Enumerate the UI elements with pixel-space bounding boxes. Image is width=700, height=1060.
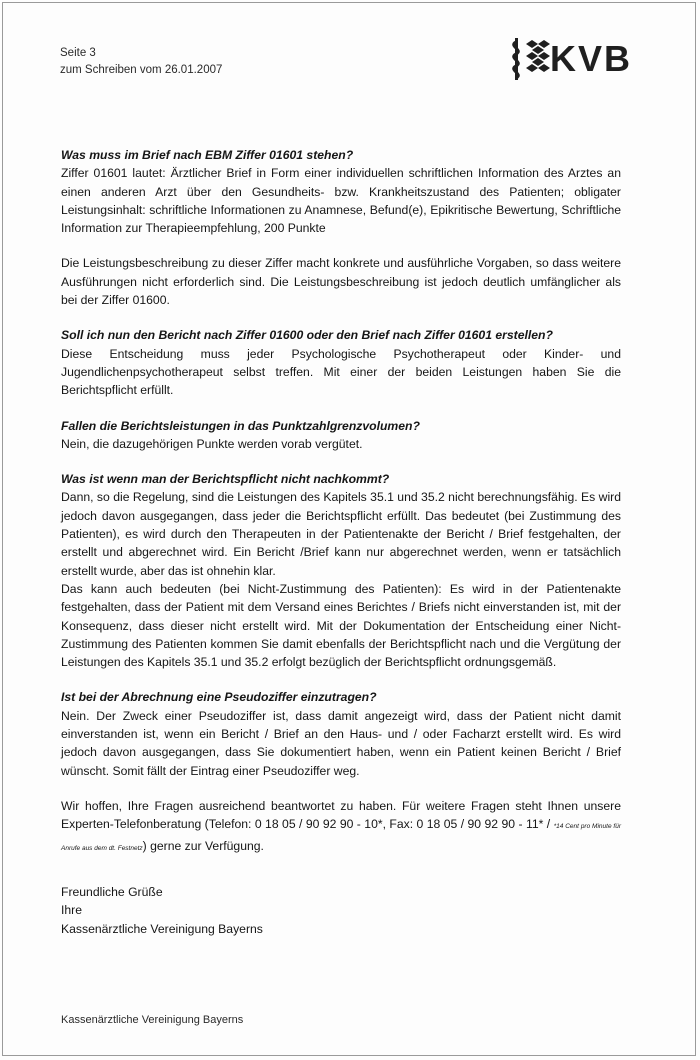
faq-answer: Diese Entscheidung muss jeder Psychologische Psychotherapeut oder Kinder- und Jugendlichenpsychotherapeut selbst treffen. Mit einer der beiden Leistungen haben Sie die Berichtspflicht erfüllt. [61,346,621,398]
faq-section [61,146,621,237]
faq-question: Ist bei der Abrechnung eine Pseudoziffer einzutragen? [61,690,377,705]
closing-paragraph [61,797,621,858]
logo-text: KVB [550,38,633,79]
closing-text-end: ) gerne zur Verfügung. [142,838,264,853]
faq-question: Soll ich nun den Bericht nach Ziffer 01600 oder den Brief nach Ziffer 01601 erstellen? [61,328,553,343]
signoff-organization: Kassenärztliche Vereinigung Bayerns [61,921,263,936]
faq-question: Was muss im Brief nach EBM Ziffer 01601 stehen? [61,148,354,162]
faq-section [61,326,621,399]
closing-text: Wir hoffen, Ihre Fragen ausreichend beantwortet zu haben. Für weitere Fragen steht Ihnen unsere Experten-Telefonberatung (Telefon: 0 18 05 / 90 92 90 - 10*, Fax: 0 18 05 / 90 92 90 - 11* / [61,798,621,832]
faq-answer: Nein, die dazugehörigen Punkte werden vorab vergütet. [61,436,363,451]
faq-answer: Dann, so die Regelung, sind die Leistungen des Kapitels 35.1 und 35.2 nicht berechnungsfähig. Es wird jedoch davon ausgegangen, dass jeder die Berichtspflicht erfüllt. Das bedeutet (bei Zustimmung des Patienten), es wird durch den Therapeuten in der Patientenakte der Bericht / Brief festgehalten, der erstellt und abgerechnet wird. Ein Bericht /Brief kann nur abgerechnet werden, wenn er tatsächlich erstellt wurde, aber das ist ohnehin klar. [61,490,621,578]
faq-question: Was ist wenn man der Berichtspflicht nicht nachkommt? [61,472,390,487]
page-footer: Kassenärztliche Vereinigung Bayerns [61,1014,244,1026]
kvb-emblem-icon [506,36,550,82]
kvb-logo [506,36,661,82]
faq-answer: Ziffer 01601 lautet: Ärztlicher Brief in Form einer individuellen schriftlichen Information des Arztes an einen anderen Arzt über den Gesundheits- bzw. Krankheitszustand des Patienten; obligater Leistungsinhalt: schriftliche Informationen zu Anamnese, Befund(e), Epikritische Bewertung, Schriftliche Information zur Therapieempfehlung, 200 Punkte [61,166,621,236]
letter-header [60,45,222,79]
greeting: Freundliche Grüße [61,885,163,899]
faq-answer: Das kann auch bedeuten (bei Nicht-Zustimmung des Patienten): Es wird in der Patientenakte festgehalten, dass der Patient mit dem Versand eines Berichtes / Briefs nicht einverstanden ist, mit der Konsequenz, dass dieser nicht erstellt wird. Mit der Dokumentation der Entscheidung einer Nicht-Zustimmung des Patienten kommen Sie damit ebenfalls der Berichtspflicht nach und die Vergütung der Leistungen des Kapitels 35.1 und 35.2 erfolgt bezüglich der Berichtspflicht ordnungsgemäß. [61,581,621,670]
letter-reference: zum Schreiben vom 26.01.2007 [60,64,223,76]
signoff-ihre: Ihre [61,903,83,918]
signoff [61,883,263,938]
faq-answer: Die Leistungsbeschreibung zu dieser Ziffer macht konkrete und ausführliche Vorgaben, so dass weitere Ausführungen nicht erforderlich sind. Die Leistungsbeschreibung ist jedoch deutlich umfänglicher als bei der Ziffer 01600. [61,256,621,308]
letter-body [61,146,621,858]
page-label: Seite 3 [60,47,96,59]
faq-section [61,470,621,671]
faq-section [61,417,621,454]
closing-footnote: *14 Cent pro Minute für Anrufe aus dem dt. Festnetz [61,823,622,852]
faq-answer: Nein. Der Zweck einer Pseudoziffer ist, dass damit angezeigt wird, dass der Patient nicht damit einverstanden ist, wenn ein Bericht / Brief an den Haus- und / oder Facharzt erstellt wird. Es wird jedoch davon ausgegangen, dass Sie dokumentiert haben, wenn ein Patient keinen Bericht / Brief wünscht. Somit fällt der Eintrag einer Pseudoziffer weg. [61,708,621,778]
faq-section [61,254,621,309]
faq-section [61,688,621,779]
faq-question: Fallen die Berichtsleistungen in das Punktzahlgrenzvolumen? [61,418,420,433]
